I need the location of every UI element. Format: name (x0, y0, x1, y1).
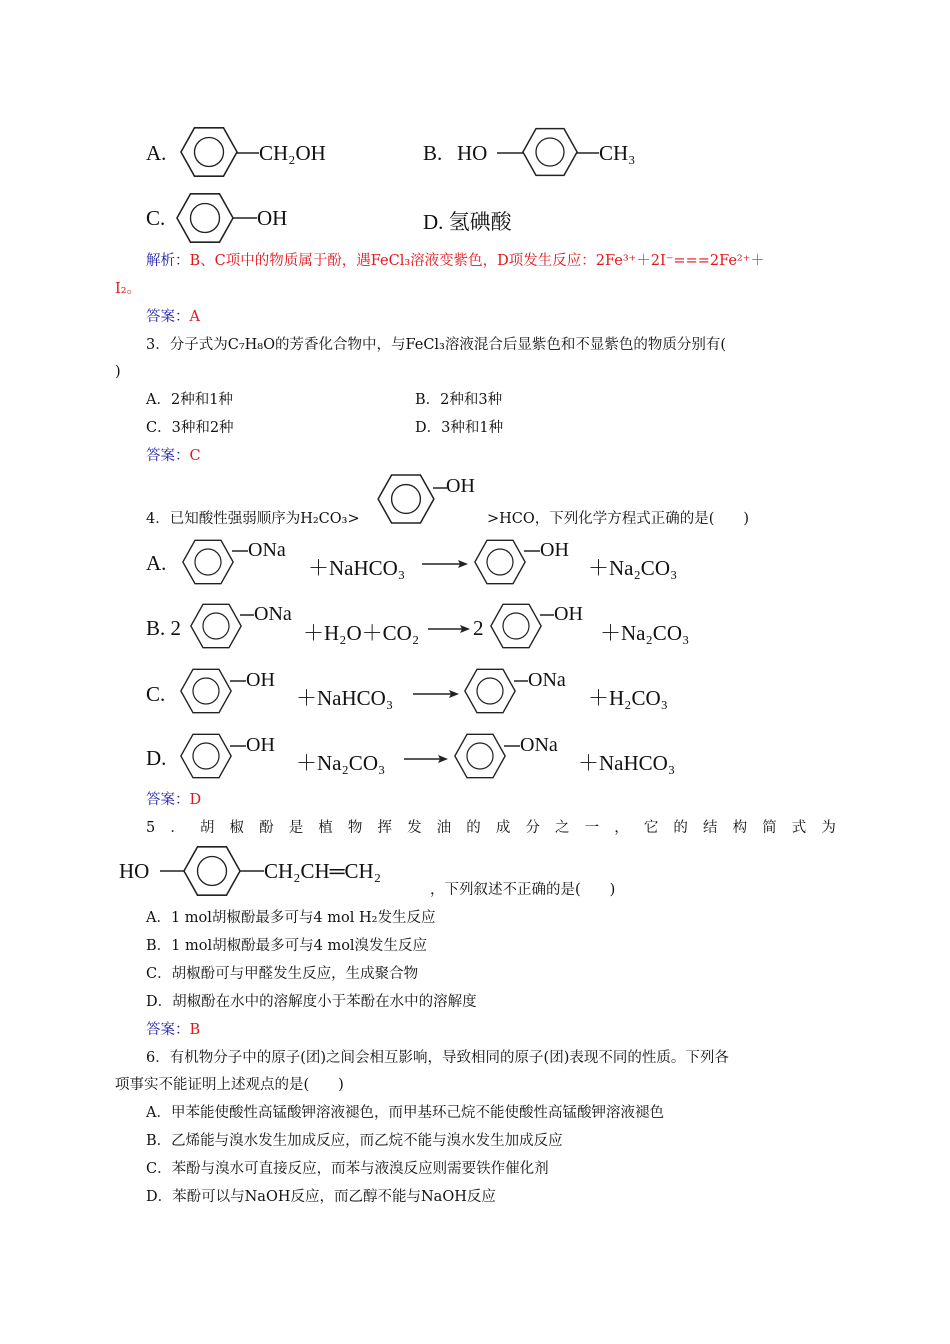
q4-a-plus1: ＋NaHCO₃ (308, 556, 406, 580)
q2-option-a-group: CH₂OH (259, 141, 326, 165)
answer-value: D (189, 792, 202, 808)
q5-stem-char: 它 (643, 820, 659, 836)
bond-line (240, 614, 254, 616)
q4-d-group2: ONa (520, 734, 558, 756)
bond-line (230, 745, 246, 747)
q5-stem-char: 为 (821, 820, 836, 836)
q6-option-d: D．苯酚可以与NaOH反应，而乙醇不能与NaOH反应 (146, 1189, 496, 1205)
answer-label: 答案： (146, 448, 190, 464)
q5-option-d: D．胡椒酚在水中的溶解度小于苯酚在水中的溶解度 (146, 994, 477, 1010)
q3-option-c: C．3种和2种 (146, 420, 234, 436)
q5-stem-char: 结 (703, 820, 718, 836)
benzene-ring-icon (182, 539, 234, 585)
q4-b-group1: ONa (254, 603, 292, 625)
q5-stem-char: 分 (525, 820, 540, 836)
q5-stem-after: ，下列叙述不正确的是( ) (430, 882, 616, 898)
bond-line (514, 680, 528, 682)
q5-stem (146, 818, 836, 838)
benzene-ring-icon (180, 126, 238, 178)
q3-answer (146, 446, 201, 466)
q4-a-letter: A. (146, 551, 167, 575)
q2-option-c-group: OH (257, 206, 288, 230)
q4-answer (146, 790, 201, 810)
q5-formula-left: HO (119, 859, 150, 883)
q5-stem-char: 的 (466, 820, 481, 836)
benzene-ring-icon (180, 668, 232, 714)
answer-label: 答案： (146, 792, 190, 808)
q2-analysis (146, 251, 765, 271)
q2-option-b-group: CH₃ (599, 141, 636, 165)
bond-line (540, 614, 554, 616)
q4-b-plus1: ＋H₂O＋CO₂ (303, 621, 420, 645)
arrow-right-icon (413, 690, 459, 698)
q4-b-plus2: ＋Na₂CO₃ (600, 621, 690, 645)
q5-stem-char: 椒 (229, 820, 245, 836)
benzene-ring-icon (180, 733, 232, 779)
q2-analysis-cont: I₂。 (115, 281, 142, 297)
bond-line (230, 680, 246, 682)
q4-c-group2: ONa (528, 669, 566, 691)
bond-line (497, 152, 523, 154)
q4-d-plus2: ＋NaHCO₃ (578, 751, 676, 775)
q5-stem-char: 成 (495, 820, 511, 836)
q4-c-plus2: ＋H₂CO₃ (588, 686, 668, 710)
bond-line (160, 870, 184, 872)
q5-stem-char: ， (614, 820, 629, 836)
q5-stem-char: 发 (407, 820, 422, 836)
q2-option-b-letter: B. (423, 141, 443, 165)
q4-stem-oh: OH (446, 475, 475, 497)
bond-line (237, 152, 259, 154)
q3-option-a: A．2种和1种 (146, 392, 233, 408)
benzene-ring-icon (454, 733, 506, 779)
answer-label: 答案： (146, 1022, 190, 1038)
benzene-ring-icon (377, 474, 435, 524)
q4-stem-left: 4．已知酸性强弱顺序为H₂CO₃> (146, 511, 360, 527)
q4-a-plus2: ＋Na₂CO₃ (588, 556, 678, 580)
benzene-ring-icon (522, 126, 578, 178)
q5-stem-char: 5 (146, 820, 156, 836)
q5-formula-right: CH₂CH═CH₂ (264, 859, 382, 883)
q4-b-coef: 2 (473, 616, 484, 640)
bond-line (233, 217, 257, 219)
q2-option-c-letter: C. (146, 206, 166, 230)
benzene-ring-icon (490, 603, 542, 649)
benzene-ring-icon (183, 845, 241, 897)
bond-line (577, 152, 599, 154)
benzene-ring-icon (464, 668, 516, 714)
q4-c-group1: OH (246, 669, 275, 691)
answer-value: C (189, 448, 201, 464)
q4-a-group1: ONa (248, 539, 286, 561)
q3-stem: 3．分子式为C₇H₈O的芳香化合物中，与FeCl₃溶液混合后显紫色和不显紫色的物质分别有( (146, 337, 727, 353)
q5-option-a: A．1 mol胡椒酚最多可与4 mol H₂发生反应 (146, 910, 436, 926)
bond-line (524, 550, 540, 552)
arrow-right-icon (422, 560, 468, 568)
q5-stem-char: 酚 (259, 820, 274, 836)
q5-stem-char: 油 (436, 820, 452, 836)
bond-line (240, 870, 264, 872)
analysis-label: 解析： (146, 253, 190, 269)
q6-stem-cont: 项事实不能证明上述观点的是( ) (115, 1077, 344, 1093)
q5-stem-char: 是 (288, 820, 304, 836)
q6-option-a: A．甲苯能使酸性高锰酸钾溶液褪色，而甲基环己烷不能使酸性高锰酸钾溶液褪色 (146, 1105, 664, 1121)
q5-answer (146, 1020, 200, 1040)
q5-stem-char: 之 (555, 820, 570, 836)
q5-stem-char: 的 (673, 820, 688, 836)
bond-line (433, 487, 447, 489)
q5-stem-char: 物 (347, 820, 363, 836)
q5-option-b: B．1 mol胡椒酚最多可与4 mol溴发生反应 (146, 938, 428, 954)
q5-stem-char: 胡 (199, 820, 215, 836)
analysis-text: B、C项中的物质属于酚，遇FeCl₃溶液变紫色，D项发生反应：2Fe³⁺＋2I⁻===2Fe²⁺＋ (189, 253, 765, 269)
q5-stem-char: ． (170, 820, 185, 836)
q3-option-b: B．2种和3种 (415, 392, 503, 408)
answer-value: A (189, 309, 200, 325)
benzene-ring-icon (474, 539, 526, 585)
q5-stem-char: 植 (318, 820, 333, 836)
q2-answer (146, 307, 200, 327)
q2-option-a-letter: A. (146, 141, 167, 165)
q4-a-group2: OH (540, 539, 569, 561)
q4-d-letter: D. (146, 746, 167, 770)
q4-d-plus1: ＋Na₂CO₃ (296, 751, 386, 775)
q5-stem-char: 简 (762, 820, 777, 836)
q2-option-b-left: HO (457, 141, 488, 165)
bond-line (232, 550, 248, 552)
q4-b-letter: B. 2 (146, 616, 182, 640)
q5-stem-char: 挥 (377, 820, 392, 836)
benzene-ring-icon (190, 603, 242, 649)
q4-c-plus1: ＋NaHCO₃ (296, 686, 394, 710)
q6-option-c: C．苯酚与溴水可直接反应，而苯与液溴反应则需要铁作催化剂 (146, 1161, 549, 1177)
q5-stem-char: 构 (732, 820, 748, 836)
q4-c-letter: C. (146, 682, 166, 706)
answer-value: B (189, 1022, 201, 1038)
q5-stem-char: 一 (584, 820, 600, 836)
arrow-right-icon (428, 625, 470, 633)
answer-label: 答案： (146, 309, 190, 325)
q3-stem-cont: ) (115, 364, 121, 380)
bond-line (504, 745, 520, 747)
q6-stem: 6．有机物分子中的原子(团)之间会相互影响，导致相同的原子(团)表现不同的性质。下列各 (146, 1050, 729, 1066)
q5-stem-char: 式 (791, 820, 807, 836)
benzene-ring-icon (176, 192, 234, 244)
q3-option-d: D．3种和1种 (415, 420, 504, 436)
q4-stem-right: >HCO，下列化学方程式正确的是( ) (487, 511, 750, 527)
q6-option-b: B．乙烯能与溴水发生加成反应，而乙烷不能与溴水发生加成反应 (146, 1133, 563, 1149)
q4-b-group2: OH (554, 603, 583, 625)
q2-option-d: D. 氢碘酸 (423, 210, 512, 234)
q5-option-c: C．胡椒酚可与甲醛发生反应，生成聚合物 (146, 966, 419, 982)
arrow-right-icon (404, 755, 448, 763)
q4-d-group1: OH (246, 734, 275, 756)
